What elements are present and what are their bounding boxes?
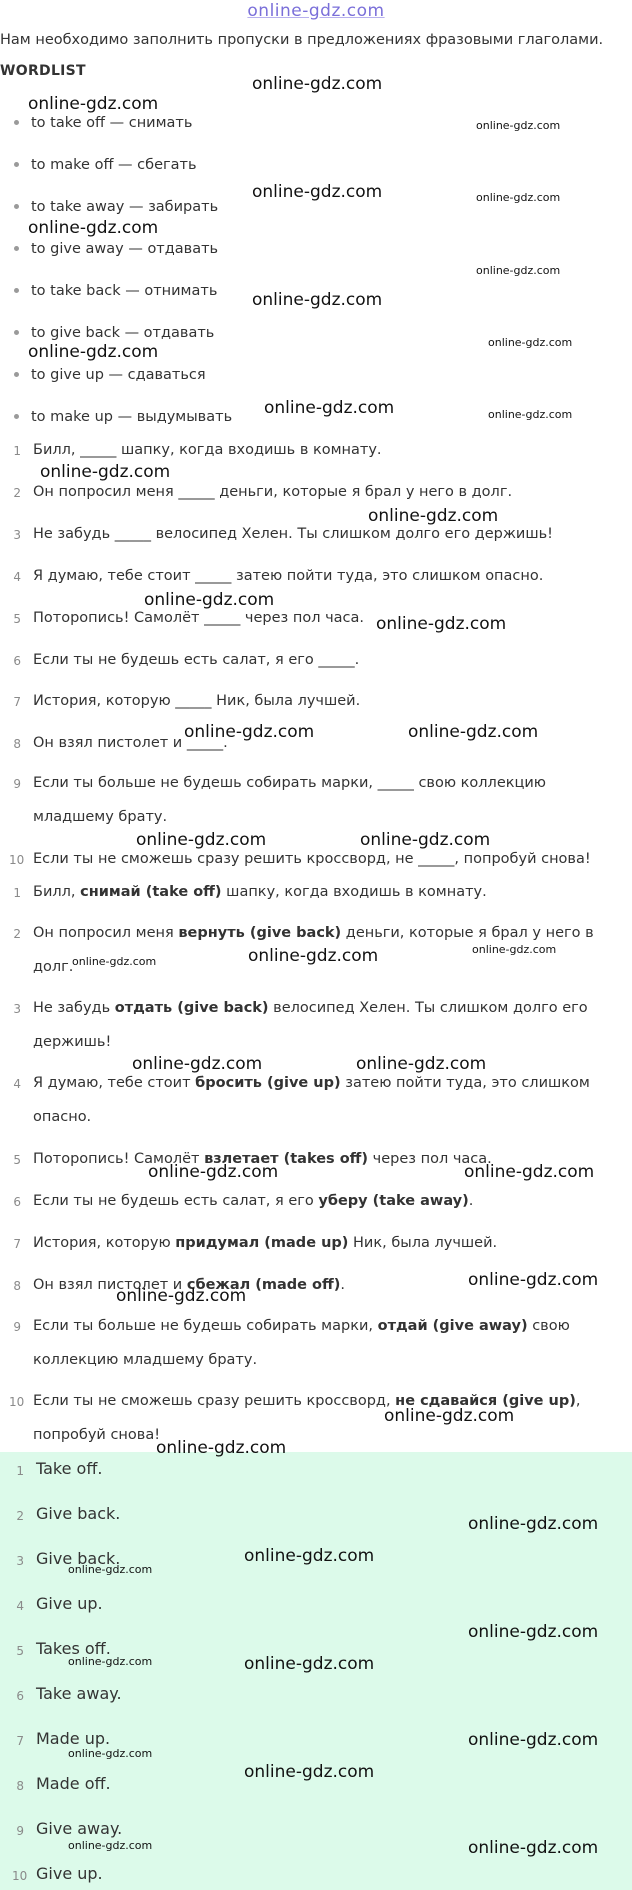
watermark: online-gdz.com: [464, 1162, 595, 1182]
task-intro: Нам необходимо заполнить пропуски в предложениях фразовыми глаголами.: [0, 32, 604, 48]
sentence-text: Поторопись! Самолёт _____ через пол часа.: [33, 610, 365, 626]
watermark: online-gdz.com: [384, 1406, 515, 1426]
answer-text: Take off.: [36, 1459, 103, 1478]
wordlist-item-text: to make off — сбегать: [31, 157, 197, 173]
answer-number: 6: [16, 1689, 24, 1703]
bullet-icon: [14, 120, 19, 125]
sentence-text: История, которую _____ Ник, была лучшей.: [33, 693, 361, 709]
watermark: online-gdz.com: [244, 1762, 375, 1782]
watermark: online-gdz.com: [468, 1730, 599, 1750]
answer-text: Give away.: [36, 1819, 123, 1838]
sentence-text: Не забудь _____ велосипед Хелен. Ты слишком долго его держишь!: [33, 526, 553, 542]
sentence-text: Я думаю, тебе стоит _____ затею пойти туда, это слишком опасно.: [33, 568, 544, 584]
answer-number: 4: [16, 1599, 24, 1613]
answer-phrase: придумал (made up): [175, 1235, 349, 1251]
answer-text: Made up.: [36, 1729, 111, 1748]
answer-number: 9: [16, 1824, 24, 1838]
bullet-icon: [14, 204, 19, 209]
answer-text: Take away.: [36, 1684, 122, 1703]
sentence-text: Если ты не будешь есть салат, я его _____.: [33, 652, 360, 668]
sentence-number: 7: [13, 1237, 21, 1251]
sentence-text: Если ты не сможешь сразу решить кроссворд, не _____, попробуй снова!: [33, 851, 591, 867]
site-logo[interactable]: [0, 0, 632, 22]
watermark: online-gdz.com: [368, 506, 499, 526]
wordlist-item: [14, 239, 218, 259]
sentence-number: 6: [13, 1195, 21, 1209]
sentence-part: .: [340, 1277, 346, 1293]
watermark: online-gdz.com: [488, 408, 573, 421]
bullet-icon: [14, 288, 19, 293]
sentence-text: Билл, _____ шапку, когда входишь в комнату.: [33, 442, 382, 458]
sentence-number: 8: [13, 737, 21, 751]
answer-number: 10: [12, 1869, 28, 1883]
watermark: online-gdz.com: [68, 1839, 153, 1852]
sentence-part: Я думаю, тебе стоит: [33, 1075, 196, 1091]
answer-number: 1: [16, 1464, 24, 1478]
sentence-number: 5: [13, 612, 21, 626]
sentence-part: Если ты не сможешь сразу решить кроссворд,: [33, 1393, 396, 1409]
wordlist-item: [14, 113, 192, 133]
sentence-number: 2: [13, 927, 21, 941]
answer-number: 7: [16, 1734, 24, 1748]
watermark: online-gdz.com: [252, 74, 383, 94]
sentence-part: История, которую: [33, 1235, 176, 1251]
answer-number: 2: [16, 1509, 24, 1523]
wordlist-item: [14, 323, 214, 343]
watermark: online-gdz.com: [68, 1655, 153, 1668]
sentence-part: Поторопись! Самолёт: [33, 1151, 205, 1167]
sentence-number: 2: [13, 486, 21, 500]
answer-text: Give up.: [36, 1594, 103, 1613]
sentence-number: 1: [13, 886, 21, 900]
bullet-icon: [14, 330, 19, 335]
sentence-part: шапку, когда входишь в комнату.: [221, 884, 487, 900]
wordlist-item-text: to take away — забирать: [31, 199, 219, 215]
bullet-icon: [14, 372, 19, 377]
answer-number: 3: [16, 1554, 24, 1568]
wordlist-item: [14, 197, 218, 217]
sentence-number: 10: [9, 1395, 25, 1409]
site-logo-text[interactable]: online-gdz.com: [247, 1, 385, 21]
watermark: online-gdz.com: [132, 1054, 263, 1074]
watermark: online-gdz.com: [476, 119, 561, 132]
answer-text: Give up.: [36, 1864, 103, 1883]
watermark: online-gdz.com: [148, 1162, 279, 1182]
watermark: online-gdz.com: [184, 722, 315, 742]
answer-phrase: не сдавайся (give up): [395, 1393, 576, 1409]
sentence-text: Он попросил меня _____ деньги, которые я брал у него в долг.: [33, 484, 513, 500]
wordlist-item-text: to take back — отнимать: [31, 283, 218, 299]
wordlist-item-text: to take off — снимать: [31, 115, 193, 131]
watermark: online-gdz.com: [28, 342, 159, 362]
sentence-text: Если ты больше не будешь собирать марки, _____ свою коллекцию младшему брату.: [33, 775, 547, 825]
sentence-part: затею пойти туда, это слишком опасно.: [33, 1075, 590, 1125]
watermark: online-gdz.com: [28, 218, 159, 238]
wordlist-item-text: to give up — сдаваться: [31, 367, 206, 383]
watermark: online-gdz.com: [144, 590, 275, 610]
watermark: online-gdz.com: [376, 614, 507, 634]
watermark: online-gdz.com: [156, 1438, 287, 1458]
watermark: online-gdz.com: [244, 1546, 375, 1566]
wordlist-item: [14, 155, 197, 175]
wordlist-item-text: to give away — отдавать: [31, 241, 219, 257]
watermark: online-gdz.com: [136, 830, 267, 850]
wordlist-item: [14, 365, 206, 385]
sentence-number: 1: [13, 444, 21, 458]
answer-text: Give back.: [36, 1549, 121, 1568]
watermark: online-gdz.com: [68, 1563, 153, 1576]
watermark: online-gdz.com: [468, 1514, 599, 1534]
sentence-number: 8: [13, 1279, 21, 1293]
answer-phrase: уберу (take away): [318, 1193, 469, 1209]
watermark: online-gdz.com: [72, 955, 157, 968]
watermark: online-gdz.com: [472, 943, 557, 956]
sentence-number: 9: [13, 777, 21, 791]
answer-phrase: сбежал (made off): [186, 1277, 341, 1293]
bullet-icon: [14, 414, 19, 419]
sentence-number: 4: [13, 570, 21, 584]
sentence-part: .: [468, 1193, 474, 1209]
watermark: online-gdz.com: [468, 1270, 599, 1290]
sentence-part: через пол часа.: [368, 1151, 492, 1167]
watermark: online-gdz.com: [28, 94, 159, 114]
answer-phrase: отдать (give back): [114, 1000, 269, 1016]
watermark: online-gdz.com: [468, 1622, 599, 1642]
answer-phrase: бросить (give up): [195, 1075, 341, 1091]
watermark: online-gdz.com: [476, 191, 561, 204]
watermark: online-gdz.com: [116, 1286, 247, 1306]
sentence-number: 6: [13, 654, 21, 668]
watermark: online-gdz.com: [488, 336, 573, 349]
watermark: online-gdz.com: [68, 1747, 153, 1760]
sentence-number: 9: [13, 1320, 21, 1334]
watermark: online-gdz.com: [360, 830, 491, 850]
answer-phrase: взлетает (takes off): [204, 1151, 369, 1167]
sentence-part: Если ты не будешь есть салат, я его: [33, 1193, 319, 1209]
watermark: online-gdz.com: [244, 1654, 375, 1674]
wordlist-title: WORDLIST: [0, 63, 86, 79]
answer-text: Made off.: [36, 1774, 111, 1793]
sentence-part: Ник, была лучшей.: [348, 1235, 498, 1251]
watermark: online-gdz.com: [252, 182, 383, 202]
wordlist-item-text: to make up — выдумывать: [31, 409, 233, 425]
watermark: online-gdz.com: [264, 398, 395, 418]
answer-phrase: снимай (take off): [80, 884, 222, 900]
bullet-icon: [14, 162, 19, 167]
sentence-number: 5: [13, 1153, 21, 1167]
bullet-icon: [14, 246, 19, 251]
wordlist-item: [14, 407, 232, 427]
sentence-part: Билл,: [33, 884, 81, 900]
watermark: online-gdz.com: [356, 1054, 487, 1074]
sentence-part: Он попросил меня: [33, 925, 179, 941]
sentence-part: Если ты больше не будешь собирать марки,: [33, 1318, 378, 1334]
answer-text: Takes off.: [36, 1639, 111, 1658]
sentence-part: Он взял пистолет и: [33, 1277, 187, 1293]
sentence-number: 4: [13, 1077, 21, 1091]
sentence-number: 3: [13, 1002, 21, 1016]
sentence-part: Не забудь: [33, 1000, 115, 1016]
sentence-number: 3: [13, 528, 21, 542]
sentence-part: деньги, которые я брал у него в долг.: [33, 925, 594, 975]
watermark: online-gdz.com: [468, 1838, 599, 1858]
answer-number: 5: [16, 1644, 24, 1658]
sentence-part: , попробуй снова!: [33, 1393, 581, 1443]
watermark: online-gdz.com: [40, 462, 171, 482]
sentence-number: 7: [13, 695, 21, 709]
watermark: online-gdz.com: [476, 264, 561, 277]
watermark: online-gdz.com: [248, 946, 379, 966]
answer-number: 8: [16, 1779, 24, 1793]
answer-phrase: отдай (give away): [377, 1318, 528, 1334]
answer-phrase: вернуть (give back): [178, 925, 342, 941]
wordlist-item: [14, 281, 217, 301]
wordlist-item-text: to give back — отдавать: [31, 325, 215, 341]
sentence-part: велосипед Хелен. Ты слишком долго его держишь!: [33, 1000, 588, 1050]
watermark: online-gdz.com: [252, 290, 383, 310]
sentence-text: Он взял пистолет и _____.: [33, 735, 228, 751]
sentence-part: свою коллекцию младшему брату.: [33, 1318, 570, 1368]
watermark: online-gdz.com: [408, 722, 539, 742]
sentence-number: 10: [9, 853, 25, 867]
answer-text: Give back.: [36, 1504, 121, 1523]
